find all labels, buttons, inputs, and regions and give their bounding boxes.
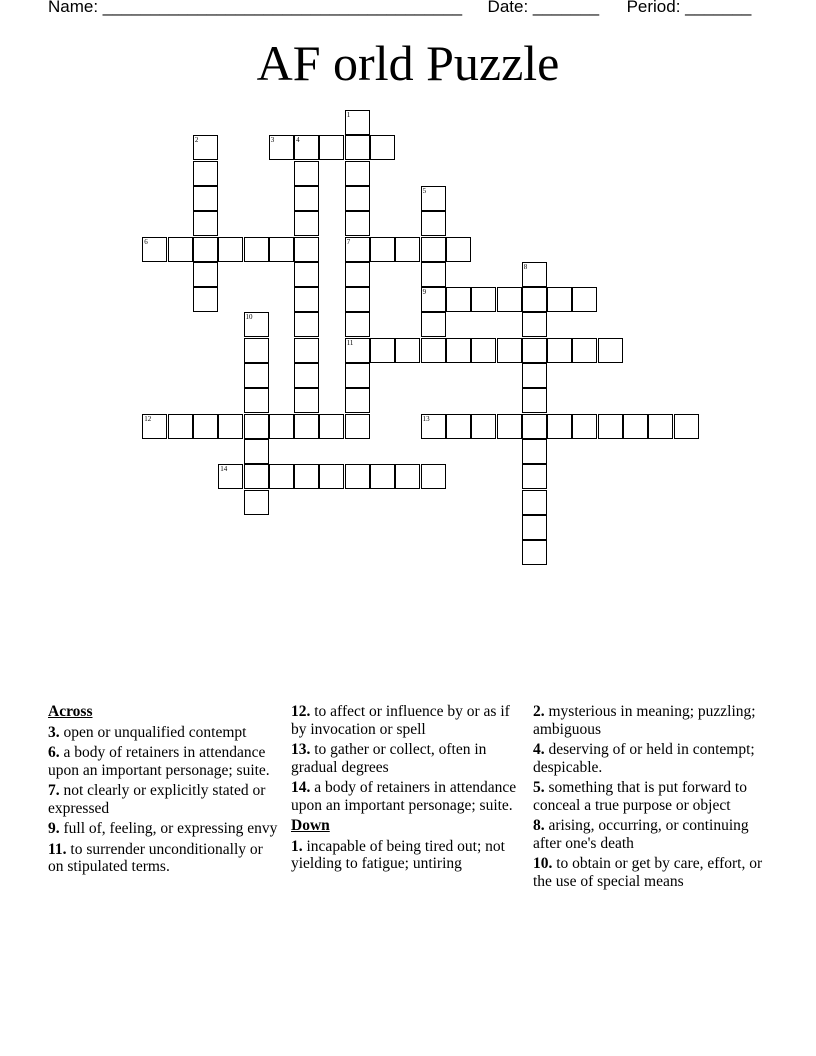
grid-cell[interactable] [294,312,319,337]
clue-number: 9 [422,288,427,297]
grid-cell[interactable] [193,262,218,287]
grid-cell[interactable] [471,338,496,363]
grid-cell[interactable] [598,338,623,363]
grid-cell[interactable] [522,312,547,337]
grid-cell[interactable] [345,388,370,413]
across-clue: 7. not clearly or explicitly stated or expressed [48,782,266,817]
grid-cell[interactable] [244,414,269,439]
grid-cell[interactable] [421,464,446,489]
clue-number: 6 [144,237,148,246]
grid-cell[interactable] [345,161,370,186]
period-field[interactable]: Period: _______ [626,0,752,16]
grid-cell[interactable] [345,287,370,312]
clue-number: 14 [220,465,228,474]
down-heading: Down [291,817,330,834]
grid-cell[interactable] [370,135,395,160]
clue-number: 10 [245,313,253,322]
grid-cell[interactable] [345,211,370,236]
grid-cell[interactable] [345,262,370,287]
grid-cell[interactable] [193,161,218,186]
grid-cell[interactable] [345,414,370,439]
grid-cell[interactable] [421,262,446,287]
grid-cell[interactable] [269,135,294,160]
grid-cell[interactable] [193,135,218,160]
grid-cell[interactable] [572,414,597,439]
across-clue: 13. to gather or collect, often in gradual degrees [291,741,487,776]
grid-cell[interactable] [345,363,370,388]
page-title: AF orld Puzzle [256,35,560,91]
grid-cell[interactable] [244,464,269,489]
grid-cell[interactable] [345,338,370,363]
grid-cell[interactable] [193,414,218,439]
grid-cell[interactable] [471,414,496,439]
grid-cell[interactable] [446,237,471,262]
grid-cell[interactable] [395,464,420,489]
down-clue: 4. deserving of or held in contempt; despicable. [533,741,755,776]
grid-cell[interactable] [598,414,623,439]
name-field[interactable]: Name: ______________________________________ [48,0,463,16]
grid-cell[interactable] [168,237,193,262]
grid-cell[interactable] [244,312,269,337]
grid-cell[interactable] [244,237,269,262]
grid-cell[interactable] [193,237,218,262]
grid-cell[interactable] [547,287,572,312]
grid-cell[interactable] [446,414,471,439]
grid-cell[interactable] [345,110,370,135]
grid-cell[interactable] [547,338,572,363]
grid-cell[interactable] [522,388,547,413]
grid-cell[interactable] [522,490,547,515]
grid-cell[interactable] [294,186,319,211]
across-clue: 11. to surrender unconditionally or on stipulated terms. [48,840,263,875]
clue-number: 7 [346,237,351,246]
grid-cell[interactable] [193,287,218,312]
clues-column-3 [533,703,765,893]
grid-cell[interactable] [294,338,319,363]
grid-cell[interactable] [218,237,243,262]
across-clue: 14. a body of retainers in attendance upon an important personage; suite. [291,779,517,814]
grid-cell[interactable] [345,237,370,262]
grid-cell[interactable] [421,186,446,211]
down-clue: 8. arising, occurring, or continuing after one's death [533,817,749,852]
clue-number: 11 [346,338,354,347]
grid-cell[interactable] [421,338,446,363]
grid-cell[interactable] [623,414,648,439]
grid-cell[interactable] [294,388,319,413]
clue-number: 8 [523,262,528,271]
across-clue: 6. a body of retainers in attendance upon an important personage; suite. [48,744,270,779]
grid-cell[interactable] [572,287,597,312]
grid-cell[interactable] [446,287,471,312]
across-clue: 3. open or unqualified contempt [48,723,247,741]
date-field[interactable]: Date: _______ [487,0,600,16]
down-clue: 1. incapable of being tired out; not yielding to fatigue; untiring [291,837,505,872]
grid-cell[interactable] [547,414,572,439]
grid-cell[interactable] [319,135,344,160]
grid-cell[interactable] [269,414,294,439]
across-heading: Across [48,703,93,720]
grid-cell[interactable] [294,363,319,388]
grid-cell[interactable] [319,464,344,489]
grid-cell[interactable] [370,338,395,363]
grid-cell[interactable] [522,363,547,388]
grid-cell[interactable] [522,287,547,312]
grid-cell[interactable] [294,237,319,262]
grid-cell[interactable] [395,338,420,363]
grid-cell[interactable] [168,414,193,439]
grid-cell[interactable] [522,515,547,540]
grid-cell[interactable] [244,439,269,464]
grid-cell[interactable] [294,262,319,287]
grid-cell[interactable] [294,287,319,312]
grid-cell[interactable] [218,414,243,439]
grid-cell[interactable] [446,338,471,363]
grid-cell[interactable] [193,186,218,211]
across-clue: 12. to affect or influence by or as if by invocation or spell [291,703,510,738]
grid-cell[interactable] [497,287,522,312]
down-clue: 5. something that is put forward to conceal a true purpose or object [533,779,747,814]
grid-cell[interactable] [522,464,547,489]
grid-cell[interactable] [345,312,370,337]
grid-cell[interactable] [345,464,370,489]
grid-cell[interactable] [294,464,319,489]
clues-column-1 [48,703,280,879]
grid-cell[interactable] [345,186,370,211]
grid-cell[interactable] [294,161,319,186]
grid-cell[interactable] [370,464,395,489]
clue-number: 1 [346,111,351,119]
grid-cell[interactable] [648,414,673,439]
clue-number: 5 [422,186,427,195]
down-clue: 2. mysterious in meaning; puzzling; ambiguous [533,703,756,738]
grid-cell[interactable] [471,287,496,312]
grid-cell[interactable] [218,464,243,489]
across-clue: 9. full of, feeling, or expressing envy [48,820,278,837]
grid-cell[interactable] [244,363,269,388]
grid-cell[interactable] [522,414,547,439]
clues-column-2 [291,703,523,876]
grid-cell[interactable] [269,237,294,262]
clue-number: 3 [270,136,275,145]
grid-cell[interactable] [421,287,446,312]
clue-number: 2 [194,136,199,145]
grid-cell[interactable] [244,388,269,413]
grid-cell[interactable] [294,414,319,439]
grid-cell[interactable] [421,414,446,439]
grid-cell[interactable] [522,338,547,363]
grid-cell[interactable] [421,312,446,337]
grid-cell[interactable] [319,414,344,439]
grid-cell[interactable] [345,135,370,160]
clue-number: 12 [144,414,152,423]
grid-cell[interactable] [522,262,547,287]
grid-cell[interactable] [294,211,319,236]
grid-cell[interactable] [421,211,446,236]
grid-cell[interactable] [421,237,446,262]
grid-cell[interactable] [142,237,167,262]
grid-cell[interactable] [193,211,218,236]
grid-cell[interactable] [294,135,319,160]
clue-number: 13 [422,414,430,423]
grid-cell[interactable] [572,338,597,363]
down-clue: 10. to obtain or get by care, effort, or the use of special means [533,855,763,890]
grid-cell[interactable] [370,237,395,262]
grid-cell[interactable] [269,464,294,489]
grid-cell[interactable] [244,490,269,515]
grid-cell[interactable] [244,338,269,363]
grid-cell[interactable] [522,439,547,464]
grid-cell[interactable] [142,414,167,439]
grid-cell[interactable] [497,414,522,439]
clue-number: 4 [296,136,300,145]
grid-cell[interactable] [395,237,420,262]
grid-cell[interactable] [497,338,522,363]
grid-cell[interactable] [674,414,699,439]
grid-cell[interactable] [522,540,547,565]
